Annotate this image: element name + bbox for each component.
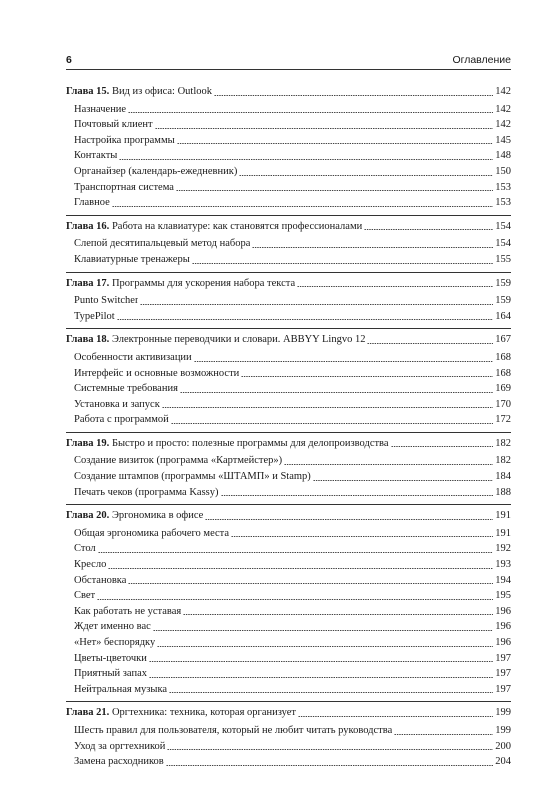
- page-ref: 142: [495, 103, 511, 115]
- section-entry[interactable]: [66, 666, 511, 682]
- section-title: Как работать не уставая: [74, 605, 182, 617]
- chapter-title: Программы для ускорения набора текста: [111, 277, 296, 289]
- dot-leader: [239, 175, 493, 176]
- section-entry[interactable]: [66, 236, 511, 252]
- section-entry[interactable]: [66, 485, 511, 501]
- section-entry[interactable]: [66, 651, 511, 667]
- page-ref: 170: [495, 398, 511, 410]
- section-title: Ждет именно вас: [74, 621, 151, 633]
- dot-leader: [169, 692, 493, 693]
- section-entry[interactable]: [66, 350, 511, 366]
- page-ref: 188: [495, 486, 511, 498]
- page-ref: 159: [495, 295, 511, 307]
- chapter-block: [66, 328, 511, 432]
- section-entry[interactable]: [66, 619, 511, 635]
- page-ref: 150: [495, 165, 511, 177]
- page-ref: 168: [495, 367, 511, 379]
- chapter-title-text: [66, 436, 389, 452]
- dot-leader: [391, 446, 494, 447]
- page-ref: 155: [495, 253, 511, 265]
- dot-leader: [149, 677, 493, 678]
- section-entry[interactable]: [66, 195, 511, 211]
- page-ref: 172: [495, 414, 511, 426]
- section-entry[interactable]: [66, 453, 511, 469]
- dot-leader: [119, 159, 493, 160]
- page-ref: 142: [495, 86, 511, 97]
- section-title: Работа с программой: [74, 414, 169, 426]
- chapter-entry[interactable]: [66, 436, 511, 452]
- dot-leader: [180, 392, 493, 393]
- dot-leader: [252, 247, 493, 248]
- page-ref: 196: [495, 621, 511, 633]
- dot-leader: [98, 552, 494, 553]
- chapter-title-text: [66, 219, 362, 235]
- dot-leader: [298, 716, 493, 717]
- dot-leader: [166, 765, 494, 766]
- section-title: Клавиатурные тренажеры: [74, 253, 190, 265]
- dot-leader: [167, 749, 493, 750]
- chapter-entry[interactable]: [66, 332, 511, 348]
- section-title: Печать чеков (программа Kassy): [74, 486, 219, 498]
- chapter-entry[interactable]: [66, 219, 511, 235]
- page-ref: 167: [495, 334, 511, 346]
- dot-leader: [153, 630, 493, 631]
- chapter-list: [66, 84, 511, 774]
- dot-leader: [367, 343, 493, 344]
- dot-leader: [97, 599, 493, 600]
- dot-leader: [241, 376, 493, 377]
- page-ref: 196: [495, 637, 511, 648]
- chapter-label: Глава 19.: [66, 437, 110, 449]
- section-entry[interactable]: [66, 366, 511, 382]
- section-entry[interactable]: [66, 412, 511, 428]
- page-ref: 145: [495, 134, 511, 146]
- page-ref: 142: [495, 119, 511, 131]
- chapter-block: [66, 215, 511, 272]
- section-title: Особенности активизации: [74, 351, 192, 363]
- section-entry[interactable]: [66, 557, 511, 573]
- section-title: Уход за оргтехникой: [74, 740, 166, 752]
- page-ref: 194: [495, 574, 511, 586]
- chapter-title-text: [66, 332, 365, 348]
- chapter-title: Электронные переводчики и словари. ABBYY Lingvo 12: [111, 334, 366, 346]
- section-entry[interactable]: [66, 293, 511, 309]
- section-entry[interactable]: [66, 102, 511, 118]
- page-ref: 197: [495, 668, 511, 680]
- dot-leader: [140, 304, 493, 305]
- section-title: Замена расходников: [74, 756, 164, 768]
- toc-page: [66, 54, 511, 774]
- chapter-block: [66, 272, 511, 329]
- page-number: 6: [66, 54, 72, 66]
- dot-leader: [157, 646, 493, 647]
- dot-leader: [112, 206, 493, 207]
- page-ref: 199: [495, 724, 511, 736]
- page-ref: 153: [495, 181, 511, 193]
- page-ref: 191: [495, 510, 511, 522]
- page-ref: 168: [495, 351, 511, 363]
- section-title: Нейтральная музыка: [74, 683, 168, 695]
- page-ref: 191: [495, 527, 511, 539]
- page-ref: 148: [495, 150, 511, 162]
- page-ref: 196: [495, 605, 511, 617]
- section-entry[interactable]: [66, 526, 511, 542]
- section-title: Слепой десятипальцевый метод набора: [74, 238, 251, 250]
- section-entry[interactable]: [66, 588, 511, 604]
- dot-leader: [128, 112, 493, 113]
- section-title: Обстановка: [74, 574, 127, 586]
- chapter-label: Глава 15.: [66, 86, 110, 97]
- section-entry[interactable]: [66, 133, 511, 149]
- dot-leader: [313, 480, 493, 481]
- section-title: Установка и запуск: [74, 398, 160, 410]
- section-entry[interactable]: [66, 754, 511, 770]
- chapter-title: Быстро и просто: полезные программы для делопроизводства: [111, 437, 389, 449]
- section-title: Приятный запах: [74, 668, 147, 680]
- page-ref: 182: [495, 455, 511, 467]
- chapter-block: [66, 504, 511, 701]
- dot-leader: [221, 495, 494, 496]
- section-title: Создание визиток (программа «Картмейстер»): [74, 455, 283, 467]
- section-title: Настройка программы: [74, 134, 175, 146]
- chapter-title-text: [66, 705, 296, 721]
- section-entry[interactable]: [66, 381, 511, 397]
- page-ref: 154: [495, 220, 511, 232]
- section-title: Органайзер (календарь-ежедневник): [74, 165, 238, 177]
- section-entry[interactable]: [66, 148, 511, 164]
- dot-leader: [155, 128, 494, 129]
- section-entry[interactable]: [66, 309, 511, 325]
- section-title: Цветы-цветочки: [74, 652, 147, 664]
- dot-leader: [177, 143, 494, 144]
- chapter-block: [66, 84, 511, 215]
- section-entry[interactable]: [66, 541, 511, 557]
- dot-leader: [183, 614, 493, 615]
- section-entry[interactable]: [66, 397, 511, 413]
- running-header: [66, 54, 511, 70]
- section-title: Системные требования: [74, 383, 178, 395]
- dot-leader: [108, 568, 493, 569]
- chapter-title-text: [66, 508, 203, 524]
- section-title: Создание штампов (программы «ШТАМП» и Stamp): [74, 471, 311, 483]
- chapter-title: Работа на клавиатуре: как становятся профессионалами: [111, 220, 363, 232]
- page-ref: 193: [495, 559, 511, 571]
- dot-leader: [128, 583, 493, 584]
- dot-leader: [214, 95, 493, 96]
- section-entry[interactable]: [66, 682, 511, 698]
- chapter-block: [66, 432, 511, 504]
- page-ref: 204: [495, 756, 511, 768]
- dot-leader: [176, 190, 493, 191]
- chapter-entry[interactable]: [66, 705, 511, 721]
- dot-leader: [205, 519, 493, 520]
- chapter-entry[interactable]: [66, 276, 511, 292]
- section-title: Punto Switcher: [74, 295, 139, 307]
- section-title: Общая эргономика рабочего места: [74, 527, 230, 539]
- section-title: Контакты: [74, 150, 118, 162]
- dot-leader: [149, 661, 493, 662]
- chapter-label: Глава 20.: [66, 510, 110, 522]
- chapter-title: Вид из офиса: Outlook: [111, 86, 213, 97]
- dot-leader: [117, 319, 494, 320]
- section-title: Назначение: [74, 103, 127, 115]
- chapter-label: Глава 21.: [66, 707, 110, 719]
- chapter-title: Оргтехника: техника, которая организует: [111, 707, 297, 719]
- running-title: Оглавление: [452, 54, 511, 66]
- section-title: Почтовый клиент: [74, 119, 153, 131]
- chapter-title-text: [66, 84, 212, 100]
- section-entry[interactable]: [66, 604, 511, 620]
- page-ref: 153: [495, 197, 511, 209]
- chapter-label: Глава 17.: [66, 277, 110, 289]
- page-ref: 169: [495, 383, 511, 395]
- page-ref: 159: [495, 277, 511, 289]
- page-ref: 164: [495, 310, 511, 322]
- page-ref: 184: [495, 471, 511, 483]
- dot-leader: [297, 286, 493, 287]
- dot-leader: [394, 734, 493, 735]
- section-entry[interactable]: [66, 723, 511, 739]
- page-ref: 197: [495, 683, 511, 695]
- page-ref: 200: [495, 740, 511, 752]
- section-title: Свет: [74, 590, 96, 602]
- chapter-title: Эргономика в офисе: [111, 510, 204, 522]
- section-entry[interactable]: [66, 635, 511, 651]
- section-title: Стол: [74, 543, 96, 555]
- dot-leader: [364, 229, 493, 230]
- chapter-label: Глава 16.: [66, 220, 110, 232]
- chapter-block: [66, 701, 511, 773]
- page-ref: 197: [495, 652, 511, 664]
- page-ref: 195: [495, 590, 511, 602]
- dot-leader: [231, 536, 493, 537]
- section-entry[interactable]: [66, 180, 511, 196]
- section-entry[interactable]: [66, 252, 511, 268]
- page-ref: 192: [495, 543, 511, 555]
- page-ref: 199: [495, 707, 511, 719]
- section-entry[interactable]: [66, 164, 511, 180]
- dot-leader: [171, 423, 494, 424]
- section-entry[interactable]: [66, 469, 511, 485]
- section-entry[interactable]: [66, 117, 511, 133]
- section-entry[interactable]: [66, 573, 511, 589]
- section-title: Кресло: [74, 559, 107, 571]
- chapter-entry[interactable]: [66, 84, 511, 100]
- section-title: Транспортная система: [74, 181, 174, 193]
- dot-leader: [194, 361, 494, 362]
- chapter-entry[interactable]: [66, 508, 511, 524]
- dot-leader: [162, 407, 493, 408]
- section-title: Главное: [74, 197, 110, 209]
- section-title: «Нет» беспорядку: [74, 637, 156, 648]
- chapter-title-text: [66, 276, 295, 292]
- dot-leader: [284, 464, 493, 465]
- dot-leader: [192, 263, 493, 264]
- section-entry[interactable]: [66, 739, 511, 755]
- section-title: Интерфейс и основные возможности: [74, 367, 240, 379]
- page-ref: 182: [495, 437, 511, 449]
- page-ref: 154: [495, 238, 511, 250]
- chapter-label: Глава 18.: [66, 334, 110, 346]
- section-title: TypePilot: [74, 310, 115, 322]
- section-title: Шесть правил для пользователя, который не любит читать руководства: [74, 724, 393, 736]
